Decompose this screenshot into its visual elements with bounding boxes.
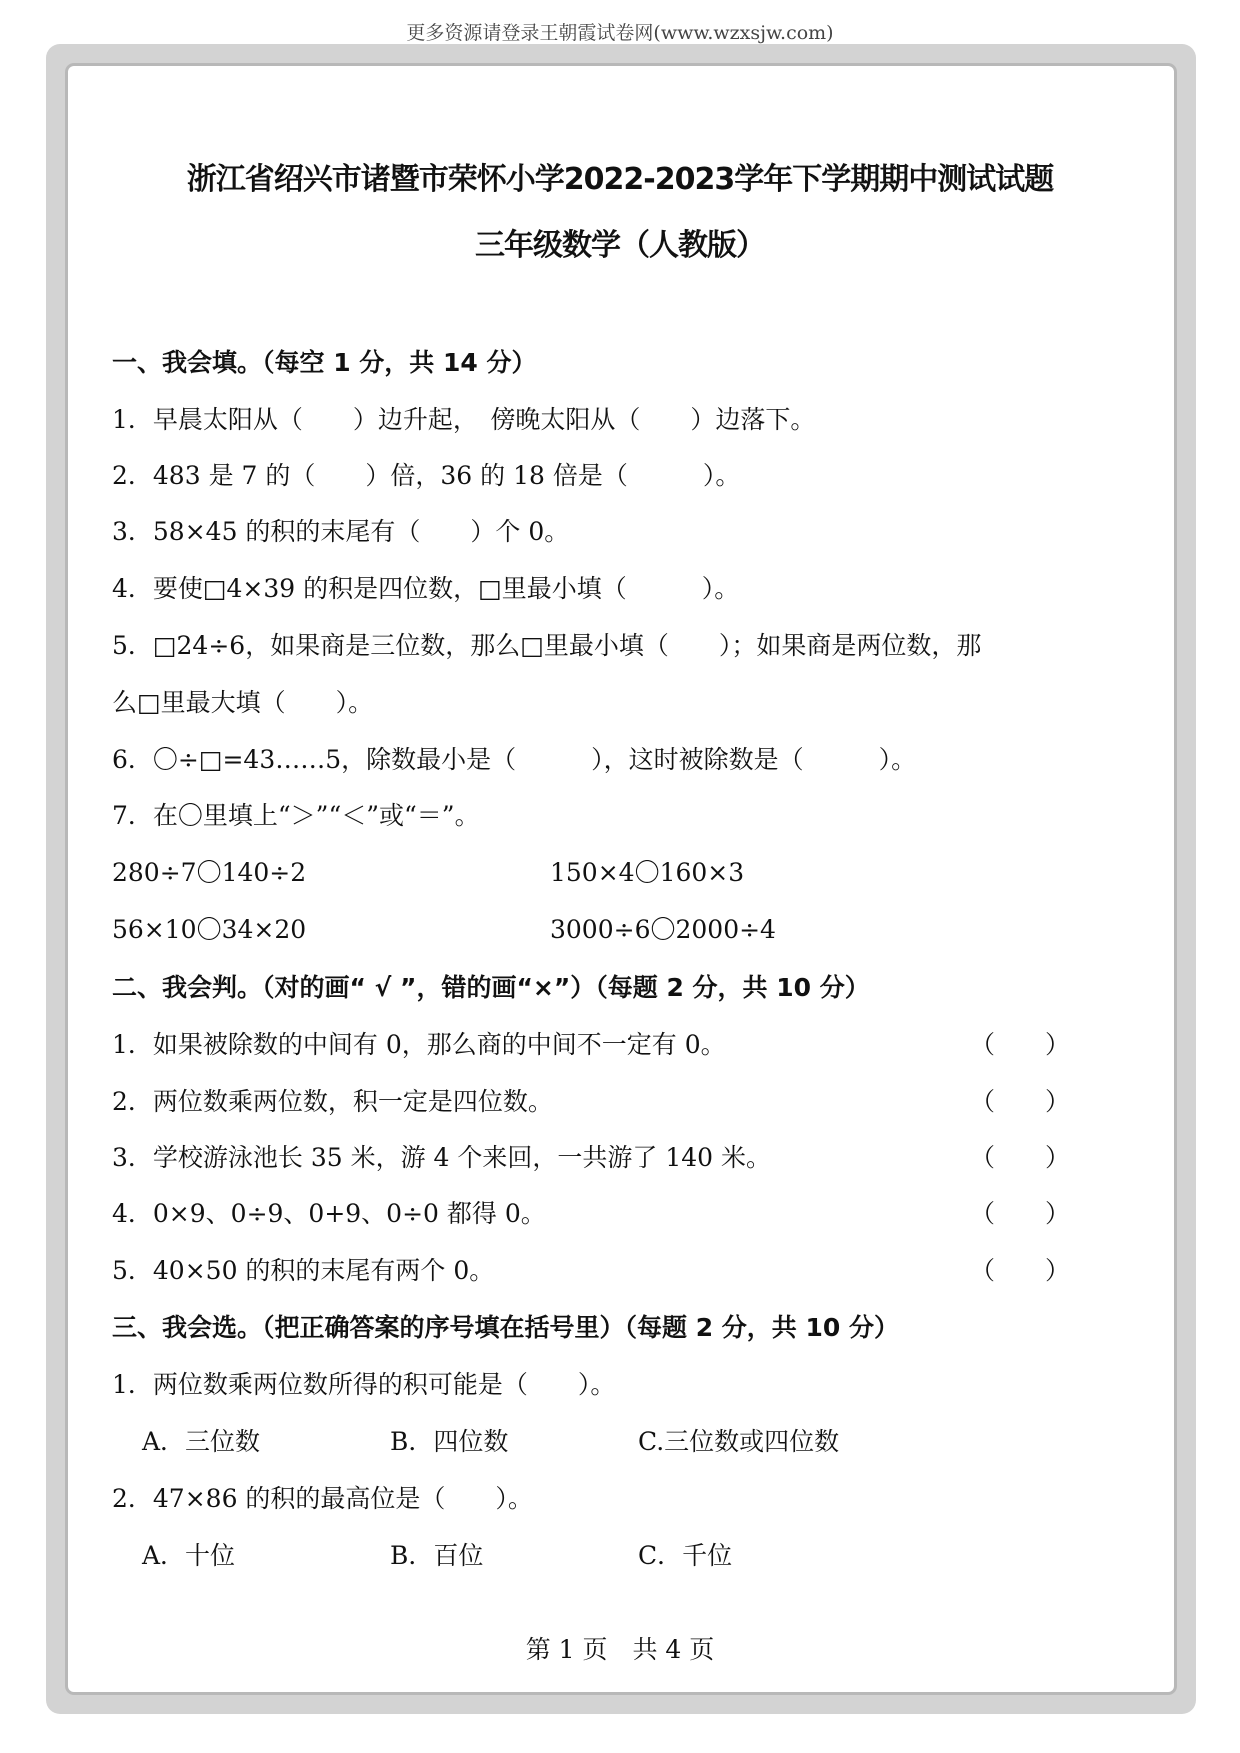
s3-q1-option-a: A．三位数 (142, 1427, 261, 1456)
s1-question-1: 1．早晨太阳从（ ）边升起， 傍晚太阳从（ ）边落下。 (112, 405, 816, 434)
section2-heading: 二、我会判。（对的画“ √ ”，错的画“×”）（每题 2 分，共 10 分） (112, 973, 870, 1002)
s1-question-4: 4．要使□4×39 的积是四位数，□里最小填（ ）。 (112, 574, 740, 603)
s2-item-1: 1．如果被除数的中间有 0，那么商的中间不一定有 0。 (112, 1030, 726, 1059)
s2-item-4: 4．0×9、0÷9、0+9、0÷0 都得 0。 (112, 1199, 546, 1228)
s3-q2-option-c: C．千位 (638, 1541, 733, 1570)
compare-4: 3000÷6〇2000÷4 (550, 915, 776, 944)
s2-answer-paren-4: （ ） (970, 1199, 1071, 1228)
page-number: 第 1 页 共 4 页 (525, 1635, 715, 1664)
s3-q1-option-b: B．四位数 (390, 1427, 509, 1456)
s1-question-5a: 5．□24÷6，如果商是三位数，那么□里最小填（ ）；如果商是两位数，那 (112, 631, 982, 660)
s2-answer-paren-5: （ ） (970, 1256, 1071, 1285)
s2-answer-paren-3: （ ） (970, 1143, 1071, 1172)
exam-subtitle: 三年级数学（人教版） (475, 228, 765, 263)
s3-q1-option-c: C.三位数或四位数 (638, 1427, 840, 1456)
section3-heading: 三、我会选。（把正确答案的序号填在括号里）（每题 2 分，共 10 分） (112, 1313, 900, 1342)
s1-question-3: 3．58×45 的积的末尾有（ ）个 0。 (112, 517, 570, 546)
s2-item-3: 3．学校游泳池长 35 米，游 4 个来回，一共游了 140 米。 (112, 1143, 772, 1172)
s3-q2-option-b: B．百位 (390, 1541, 484, 1570)
s3-question-2: 2．47×86 的积的最高位是（ ）。 (112, 1484, 533, 1513)
s2-item-5: 5．40×50 的积的末尾有两个 0。 (112, 1256, 495, 1285)
s1-question-5b: 么□里最大填（ ）。 (112, 688, 374, 717)
exam-title: 浙江省绍兴市诸暨市荣怀小学2022-2023学年下学期期中测试试题 (186, 162, 1054, 197)
s1-question-2: 2．483 是 7 的（ ）倍，36 的 18 倍是（ ）。 (112, 461, 741, 490)
compare-1: 280÷7〇140÷2 (112, 858, 307, 887)
s1-question-6: 6．〇÷□=43……5，除数最小是（ ），这时被除数是（ ）。 (112, 745, 917, 774)
s2-answer-paren-1: （ ） (970, 1030, 1071, 1059)
s3-question-1: 1．两位数乘两位数所得的积可能是（ ）。 (112, 1370, 616, 1399)
s1-question-7: 7．在〇里填上“＞”“＜”或“＝”。 (112, 801, 480, 830)
source-banner: 更多资源请登录王朝霞试卷网(www.wzxsjw.com) (406, 22, 834, 44)
s3-q2-option-a: A．十位 (142, 1541, 236, 1570)
compare-2: 150×4〇160×3 (550, 858, 745, 887)
s2-item-2: 2．两位数乘两位数，积一定是四位数。 (112, 1087, 553, 1116)
s2-answer-paren-2: （ ） (970, 1087, 1071, 1116)
compare-3: 56×10〇34×20 (112, 915, 307, 944)
section1-heading: 一、我会填。（每空 1 分，共 14 分） (112, 348, 537, 377)
